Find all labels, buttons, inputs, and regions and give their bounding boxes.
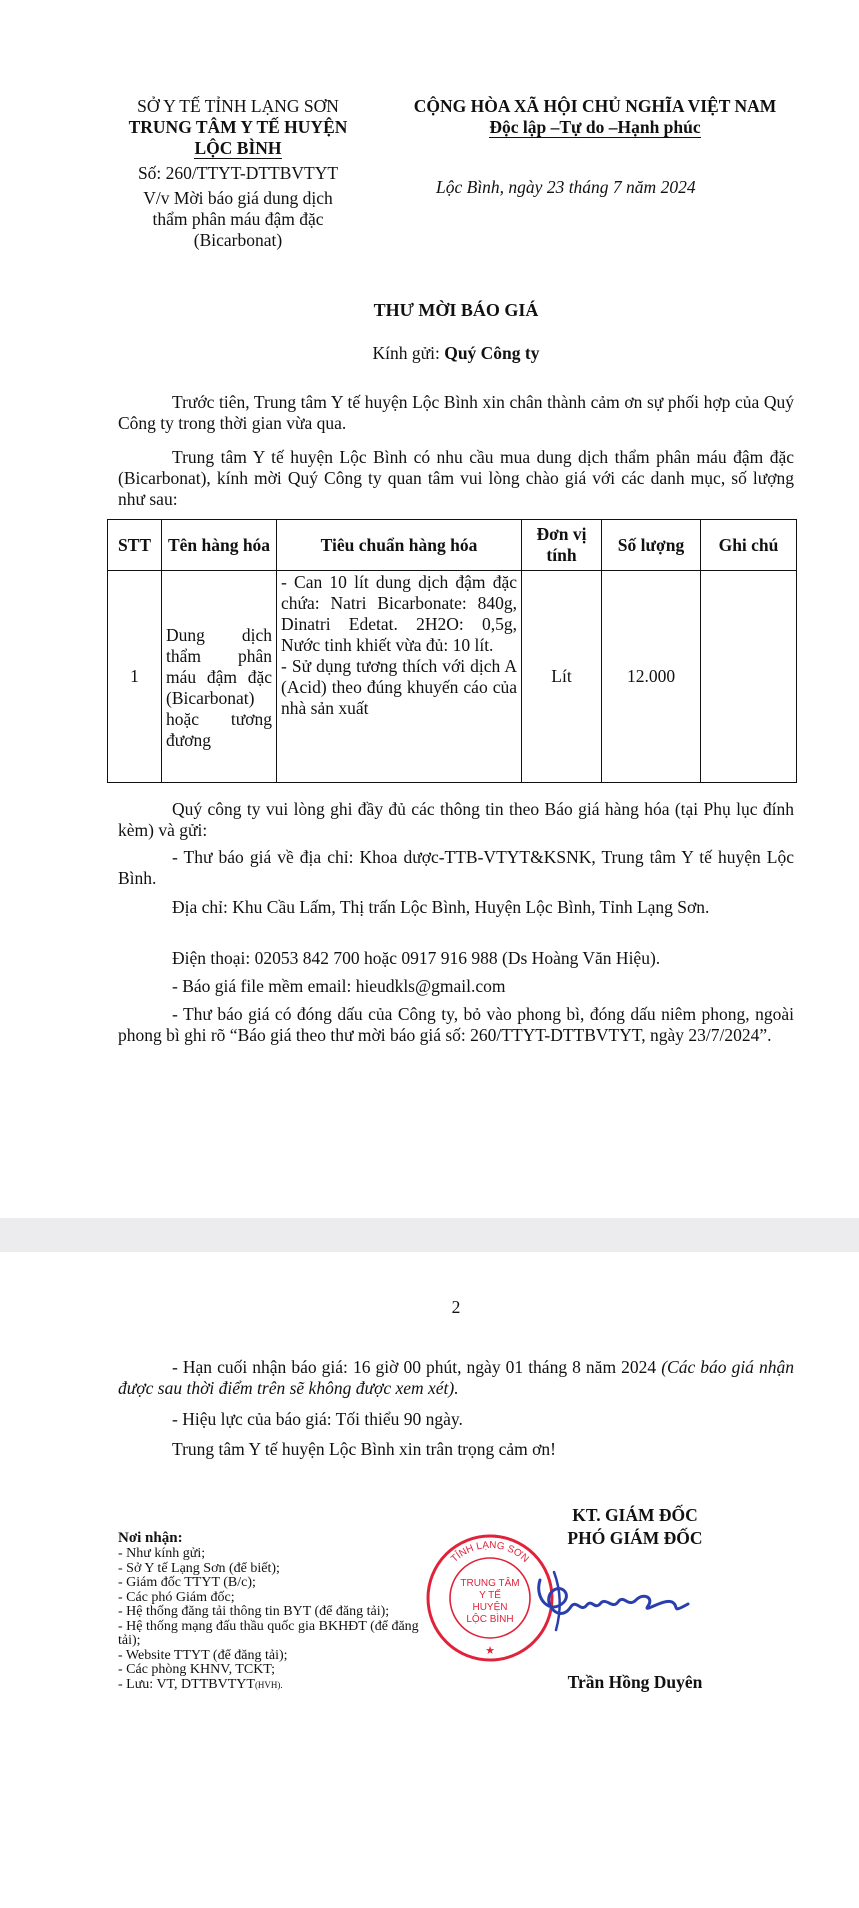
national-motto: Độc lập –Tự do –Hạnh phúc <box>489 117 701 137</box>
list-item: - Hệ thống đăng tải thông tin BYT (để đăng tải); <box>118 1604 390 1619</box>
list-item: - Hệ thống mạng đấu thầu quốc gia BKHĐT (để đăng tải); <box>118 1618 419 1648</box>
signer-name: Trần Hồng Duyên <box>567 1672 703 1692</box>
signature-title-2: PHÓ GIÁM ĐỐC <box>567 1528 703 1548</box>
subject-line-1: V/v Mời báo giá dung dịch <box>143 188 333 208</box>
thanks-text: Trung tâm Y tế huyện Lộc Bình xin trân trọng cảm ơn! <box>172 1439 556 1459</box>
intro-paragraph: Trung tâm Y tế huyện Lộc Bình có nhu cầu mua dung dịch thẩm phân máu đậm đặc (Bicarbonat), kính mời Quý Công ty quan tâm vui lòng chào giá với các danh mục, số lượng như sau: <box>118 447 794 509</box>
header-name: Tên hàng hóa <box>162 520 277 571</box>
list-item: - Như kính gửi; <box>118 1546 206 1561</box>
cell-spec <box>277 571 522 783</box>
salutation-prefix: Kính gửi: <box>372 343 445 363</box>
salutation <box>118 343 794 364</box>
page-number: 2 <box>451 1297 461 1317</box>
header-note: Ghi chú <box>701 520 797 571</box>
date-line: Lộc Bình, ngày 23 tháng 7 năm 2024 <box>436 177 696 197</box>
body-paragraph: - Thư báo giá có đóng dấu của Công ty, bỏ vào phong bì, đóng dấu niêm phong, ngoài phong bì ghi rõ “Báo giá theo thư mời báo giá số: 260/TTYT-DTTBVTYT, ngày 23/7/2024”. <box>118 1004 794 1045</box>
seal-line-1: TRUNG TÂM <box>460 1578 520 1589</box>
body-paragraph: Quý công ty vui lòng ghi đầy đủ các thông tin theo Báo giá hàng hóa (tại Phụ lục đính kèm) và gửi: <box>118 799 794 840</box>
page-separator <box>0 1218 859 1252</box>
list-item: - Các phòng KHNV, TCKT; <box>118 1662 275 1677</box>
validity-text: - Hiệu lực của báo giá: Tối thiểu 90 ngày. <box>172 1409 463 1429</box>
list-item: - Lưu: VT, DTTBVTYT(HVH). <box>118 1676 283 1692</box>
list-item-suffix: (HVH). <box>254 1679 283 1690</box>
seal-ring-text: TỈNH LẠNG SƠN <box>449 1539 531 1565</box>
deadline-note: (Các báo giá nhận được sau thời điểm trên sẽ không được xem xét). <box>118 1357 794 1398</box>
spec-line-2: - Sử dụng tương thích với dịch A (Acid) theo đúng khuyến cáo của nhà sản xuất <box>281 656 517 718</box>
list-item: - Sở Y tế Lạng Sơn (để biết); <box>118 1560 280 1576</box>
cell-quantity: 12.000 <box>602 571 701 783</box>
body-paragraph: - Thư báo giá về địa chỉ: Khoa dược-TTB-VTYT&KSNK, Trung tâm Y tế huyện Lộc Bình. <box>118 847 794 888</box>
header-quantity: Số lượng <box>602 520 701 571</box>
org-name-line2: LỘC BÌNH <box>194 138 282 158</box>
intro-paragraph: Trước tiên, Trung tâm Y tế huyện Lộc Bình xin chân thành cảm ơn sự phối hợp của Quý Công ty trong thời gian vừa qua. <box>118 392 794 433</box>
subject-line-3: (Bicarbonat) <box>193 230 283 250</box>
spec-line-1: - Can 10 lít dung dịch đậm đặc chứa: Natri Bicarbonate: 840g, Dinatri Edetat. 2H2O: 0,5g, Nước tinh khiết vừa đủ: 10 lít. <box>281 572 517 655</box>
cell-name: Dung dịch thẩm phân máu đậm đặc (Bicarbonat) hoặc tương đương <box>162 571 277 783</box>
handwritten-signature-icon <box>520 1568 700 1638</box>
doc-number: Số: 260/TTYT-DTTBVTYT <box>137 163 339 183</box>
cell-note <box>701 571 797 783</box>
body-paragraph: - Báo giá file mềm email: hieudkls@gmail.com <box>172 976 506 996</box>
page-title: THƯ MỜI BÁO GIÁ <box>373 300 539 320</box>
seal-line-2: Y TẾ <box>479 1590 501 1601</box>
header-spec: Tiêu chuẩn hàng hóa <box>277 520 522 571</box>
org-parent: SỞ Y TẾ TỈNH LẠNG SƠN <box>137 96 339 116</box>
items-table <box>107 519 797 783</box>
seal-line-4: LỘC BÌNH <box>466 1614 514 1625</box>
national-title: CỘNG HÒA XÃ HỘI CHỦ NGHĨA VIỆT NAM <box>413 96 777 116</box>
body-paragraph: Điện thoại: 02053 842 700 hoặc 0917 916 988 (Ds Hoàng Văn Hiệu). <box>172 948 661 968</box>
deadline-text: - Hạn cuối nhận báo giá: 16 giờ 00 phút, ngày 01 tháng 8 năm 2024 <box>172 1357 662 1377</box>
header-unit: Đơn vị tính <box>522 520 602 571</box>
list-item: - Các phó Giám đốc; <box>118 1589 235 1605</box>
body-paragraph: Địa chỉ: Khu Cầu Lấm, Thị trấn Lộc Bình, Huyện Lộc Bình, Tỉnh Lạng Sơn. <box>172 897 710 917</box>
recipients-list <box>118 1547 438 1692</box>
subject-line-2: thẩm phân máu đậm đặc <box>152 209 324 229</box>
table-row <box>108 571 797 783</box>
recipients-heading: Nơi nhận: <box>118 1530 183 1546</box>
salutation-recipient: Quý Công ty <box>444 343 540 363</box>
deadline-paragraph <box>118 1357 794 1399</box>
seal-line-3: HUYỆN <box>472 1602 508 1613</box>
cell-stt: 1 <box>108 571 162 783</box>
list-item: - Giám đốc TTYT (B/c); <box>118 1575 256 1590</box>
cell-unit: Lít <box>522 571 602 783</box>
seal-star-icon: ★ <box>485 1644 495 1657</box>
signature-title-1: KT. GIÁM ĐỐC <box>572 1505 698 1525</box>
table-header-row <box>108 520 797 571</box>
header-stt: STT <box>108 520 162 571</box>
org-name: TRUNG TÂM Y TẾ HUYỆN <box>128 117 348 137</box>
list-item: - Website TTYT (để đăng tải); <box>118 1647 288 1663</box>
